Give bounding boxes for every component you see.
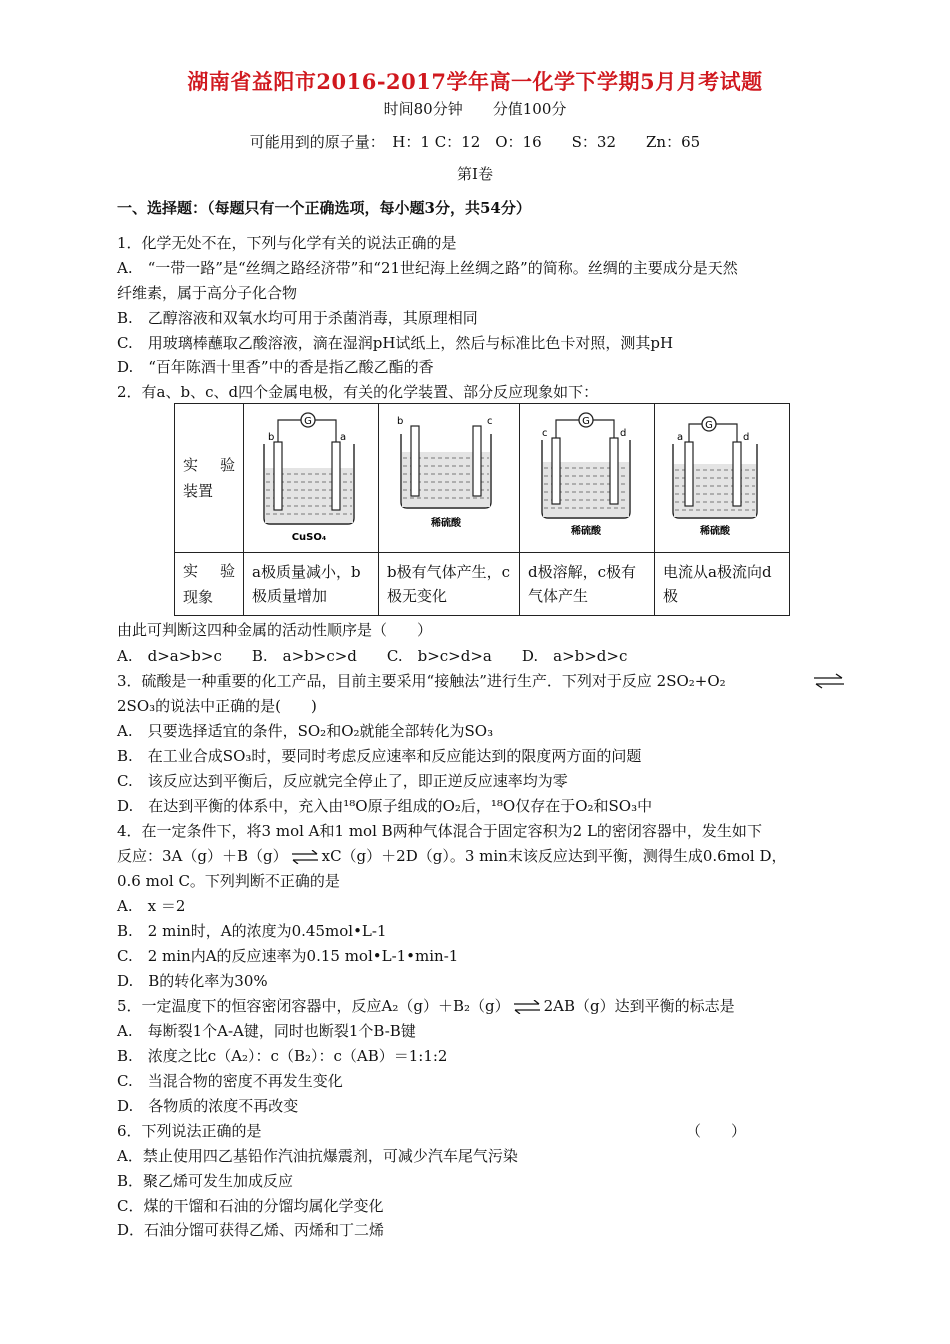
electrode-label-right: d [743,431,750,443]
q3-stem-cont: 2SO₃的说法中正确的是( ) [117,697,317,715]
electrode-label-left: a [677,431,684,443]
electrode-label-right: d [620,427,627,439]
q1-option-b: B. 乙醇溶液和双氧水均可用于杀菌消毒，其原理相同 [117,309,478,327]
page-title: 湖南省益阳市2016-2017学年高一化学下学期5月月考试题 [187,69,763,94]
row-header-phenomena: 实 验现象 [175,552,244,615]
q1-option-c: C. 用玻璃棒蘸取乙酸溶液，滴在湿润pH试纸上，然后与标准比色卡对照，测其pH [117,334,674,352]
electrode-label-left: b [268,431,275,443]
volume-heading: 第Ⅰ卷 [457,165,493,183]
q6-option-c: C．煤的干馏和石油的分馏均属化学变化 [117,1197,384,1215]
meter-label: G [582,415,590,427]
q5-option-a: A. 每断裂1个A-A键，同时也断裂1个B-B键 [117,1022,416,1040]
q4-option-a: A. x ＝2 [117,897,186,915]
atomic-masses: 可能用到的原子量： H：1 C：12 O：16 S：32 Zn：65 [249,133,701,151]
q6-answer-blank: （ ） [686,1122,747,1140]
experiment-table [174,403,790,616]
electrode-label-left: b [397,415,404,427]
phenomenon-3: d极溶解，c极有气体产生 [520,552,655,615]
q3-option-d: D. 在达到平衡的体系中，充入由¹⁸O原子组成的O₂后，¹⁸O仅存在于O₂和SO₃中 [117,797,653,815]
q4-stem-cont: 0.6 mol C。下列判断不正确的是 [117,872,340,890]
electrode-label-left: c [542,427,548,439]
q3-option-a: A. 只要选择适宜的条件，SO₂和O₂就能全部转化为SO₃ [117,722,494,740]
q5-option-c: C. 当混合物的密度不再发生变化 [117,1072,343,1090]
equilibrium-arrow-icon [290,850,320,864]
apparatus-3 [520,404,655,553]
meter-label: G [304,415,312,427]
phenomenon-4: 电流从a极流向d极 [655,552,790,615]
q5-reactants: 5．一定温度下的恒容密闭容器中，反应A₂（g）＋B₂（g） [117,997,510,1015]
q4-reactants: 反应：3A（g）＋B（g） [117,847,288,865]
q5-products: 2AB（g）达到平衡的标志是 [543,997,735,1015]
q2-stem: 2．有a、b、c、d四个金属电极，有关的化学装置、部分反应现象如下： [117,383,599,401]
electrode-label-right: a [340,431,347,443]
q5-option-b: B. 浓度之比c（A₂）：c（B₂）：c（AB）＝1:1:2 [117,1047,448,1065]
q4-option-c: C. 2 min内A的反应速率为0.15 mol•L-1•min-1 [117,947,459,965]
electrode-label-right: c [487,415,493,427]
phenomenon-1: a极质量减小，b极质量增加 [244,552,379,615]
equilibrium-arrow-icon [812,673,846,689]
q2-options: A. d>a>b>c B. a>b>c>d C. b>c>d>a D. a>b>d>c [117,647,628,665]
q6-option-a: A．禁止使用四乙基铅作汽油抗爆震剂，可减少汽车尾气污染 [117,1147,518,1165]
row-header-apparatus: 实 验装置 [175,404,244,553]
solution-label: CuSO₄ [291,531,327,543]
solution-label: 稀硫酸 [700,525,730,537]
q4-stem: 4．在一定条件下，将3 mol A和1 mol B两种气体混合于固定容积为2 L的密闭容器中，发生如下 [117,822,762,840]
equilibrium-arrow-icon [512,1000,542,1014]
q5-stem [117,995,850,1017]
apparatus-2 [379,404,520,553]
q4-option-b: B. 2 min时，A的浓度为0.45mol•L-1 [117,922,387,940]
exam-time-info: 时间80分钟 分值100分 [383,100,567,118]
q6-stem: 6．下列说法正确的是 [117,1122,262,1140]
solution-label: 稀硫酸 [571,525,601,537]
solution-label: 稀硫酸 [431,517,461,529]
apparatus-1 [244,404,379,553]
q3-option-b: B. 在工业合成SO₃时，要同时考虑反应速率和反应能达到的限度两方面的问题 [117,747,642,765]
apparatus-4 [655,404,790,553]
q1-option-d: D. “百年陈酒十里香”中的香是指乙酸乙酯的香 [117,358,434,376]
q1-option-a-cont: 纤维素，属于高分子化合物 [117,284,298,302]
q2-question: 由此可判断这四种金属的活动性顺序是（ ） [117,621,433,639]
meter-label: G [705,419,713,431]
q5-option-d: D. 各物质的浓度不再改变 [117,1097,299,1115]
q6-option-d: D．石油分馏可获得乙烯、丙烯和丁二烯 [117,1221,385,1239]
q1-stem: 1．化学无处不在，下列与化学有关的说法正确的是 [117,234,457,252]
q4-stem-reaction [117,845,850,867]
q3-option-c: C. 该反应达到平衡后，反应就完全停止了，即正逆反应速率均为零 [117,772,568,790]
q3-stem: 3．硫酸是一种重要的化工产品，目前主要采用“接触法”进行生产．下列对于反应 2SO₂+O₂ [117,672,726,690]
section-heading: 一、选择题：（每题只有一个正确选项，每小题3分，共54分） [117,199,531,217]
phenomenon-2: b极有气体产生，c极无变化 [379,552,520,615]
q6-option-b: B．聚乙烯可发生加成反应 [117,1172,294,1190]
q1-option-a: A. “一带一路”是“丝绸之路经济带”和“21世纪海上丝绸之路”的简称。丝绸的主要成分是天然 [117,259,738,277]
q4-option-d: D. B的转化率为30% [117,972,268,990]
q4-products: xC（g）＋2D（g）。3 min末该反应达到平衡，测得生成0.6mol D， [321,847,787,865]
